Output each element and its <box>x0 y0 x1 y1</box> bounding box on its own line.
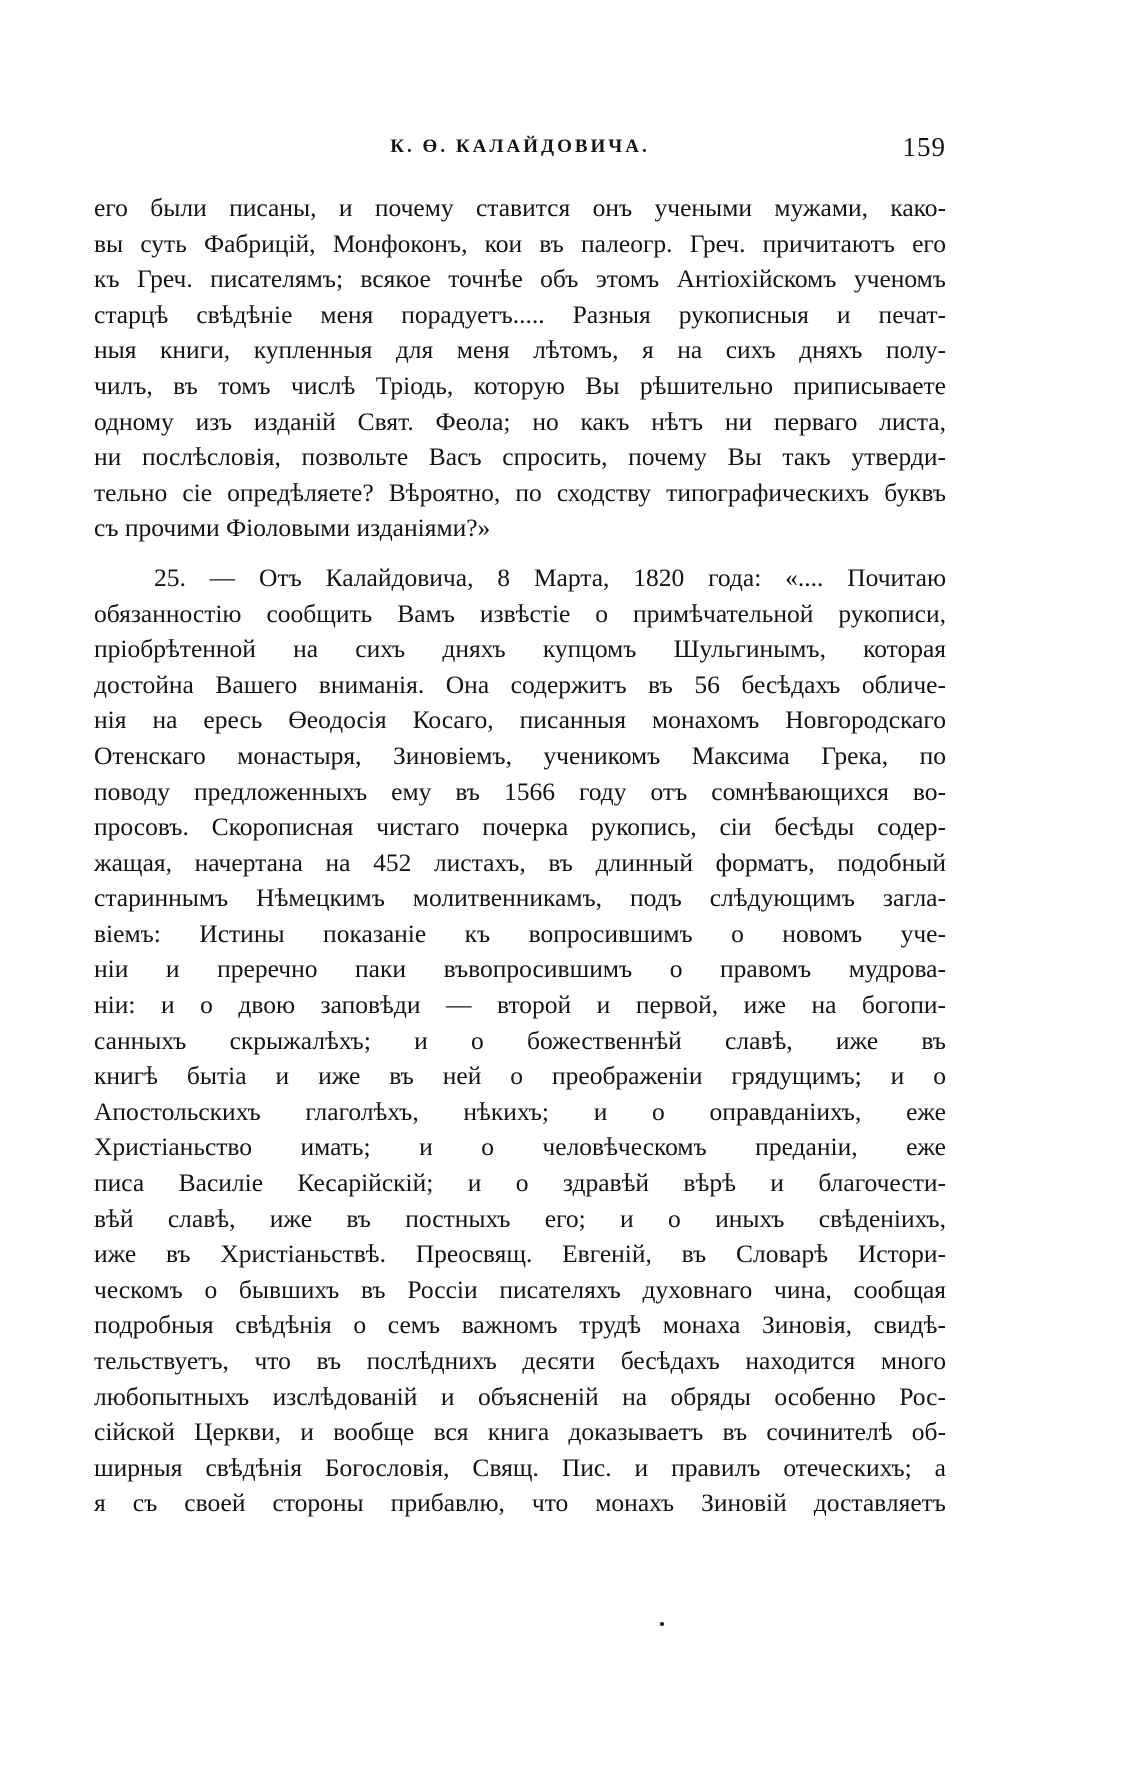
text-line: Христiаньство имать; и о человѣческомъ преданiи, еже <box>94 1132 946 1162</box>
text-line: я съ своей стороны прибавлю, что монахъ Зиновiй доставляетъ <box>94 1488 946 1518</box>
text-line: иже въ Христiаньствѣ. Преосвящ. Евгенiй, въ Словарѣ Истори- <box>94 1239 946 1269</box>
ink-speck <box>660 1622 664 1626</box>
text-line: прiобрѣтенной на сихъ дняхъ купцомъ Шульгинымъ, которая <box>94 634 946 664</box>
text-line: достойна Вашего вниманiя. Она содержитъ въ 56 бесѣдахъ обличе- <box>94 669 946 699</box>
paragraph-gap <box>94 546 946 560</box>
body-text <box>94 190 946 1521</box>
text-line: вы суть Фабрицiй, Монфоконъ, кои въ палеогр. Греч. причитаютъ его <box>94 228 946 258</box>
text-line: нiи и преречно паки въвопросившимъ о правомъ мудрова- <box>94 954 946 984</box>
text-line: съ прочими Фiоловыми изданiями?» <box>94 513 491 543</box>
text-line: книгѣ бытiа и иже въ ней о преображенiи грядущимъ; и о <box>94 1061 946 1091</box>
text-line: чилъ, въ томъ числѣ Трiодь, которую Вы рѣшительно приписываете <box>94 370 946 400</box>
text-line: ширныя свѣдѣнiя Богословiя, Свящ. Пис. и правилъ отеческихъ; а <box>94 1452 946 1482</box>
text-line: просовъ. Скорописная чистаго почерка рукопись, сiи бесѣды содер- <box>94 812 946 842</box>
text-line: вiемъ: Истины показанiе къ вопросившимъ о новомъ уче- <box>94 918 946 948</box>
text-line: тельствуетъ, что въ послѣднихъ десяти бесѣдахъ находится много <box>94 1346 946 1375</box>
text-line: вѣй славѣ, иже въ постныхъ его; и о иныхъ свѣденiихъ, <box>94 1203 946 1233</box>
text-line: ни послѣсловiя, позвольте Васъ спросить, почему Вы такъ утверди- <box>94 442 946 472</box>
text-line: нiя на ересь Өеодосiя Косаго, писанныя монахомъ Новгородскаго <box>94 705 946 735</box>
text-line: жащая, начертана на 452 листахъ, въ длинный форматъ, подобный <box>94 847 946 877</box>
text-line: Апостольскихъ глаголѣхъ, нѣкихъ; и о оправданiихъ, еже <box>94 1096 946 1126</box>
text-line: его были писаны, и почему ставится онъ учеными мужами, како- <box>94 193 946 222</box>
text-line: Отенскаго монастыря, Зиновiемъ, ученикомъ Максима Грека, по <box>94 740 946 770</box>
text-line: одному изъ изданiй Свят. Феола; но какъ нѣтъ ни перваго листа, <box>94 406 946 436</box>
text-line: любопытныхъ изслѣдованiй и объясненiй на обряды особенно Рос- <box>94 1381 946 1411</box>
text-line: подробныя свѣдѣнiя о семъ важномъ трудѣ монаха Зиновiя, свидѣ- <box>94 1310 946 1340</box>
text-line: обязанностiю сообщить Вамъ извѣстiе о примѣчательной рукописи, <box>94 598 946 628</box>
text-line: санныхъ скрыжалѣхъ; и о божественнѣй славѣ, иже въ <box>94 1025 946 1055</box>
text-line: 25. — Отъ Калайдовича, 8 Марта, 1820 года: «.... Почитаю <box>154 562 946 592</box>
text-line: сiйской Церкви, и вообще вся книга доказываетъ въ сочинителѣ об- <box>94 1417 946 1447</box>
text-line: писа Василiе Кесарiйскiй; и о здравѣй вѣрѣ и благочести- <box>94 1168 946 1198</box>
text-line: старцѣ свѣдѣнiе меня порадуетъ..... Разныя рукописныя и печат- <box>94 299 946 329</box>
running-head <box>94 132 946 172</box>
text-line: тельно сiе опредѣляете? Вѣроятно, по сходству типографическихъ буквъ <box>94 477 946 507</box>
paragraph-continuation <box>94 190 946 546</box>
text-line: нiи: и о двою заповѣди — второй и первой, иже на богопи- <box>94 990 946 1020</box>
text-line: поводу предложенныхъ ему въ 1566 году отъ сомнѣвающихся во- <box>94 776 946 806</box>
text-line: къ Греч. писателямъ; всякое точнѣе объ этомъ Антiохiйскомъ ученомъ <box>94 264 946 294</box>
text-line: ческомъ о бывшихъ въ Россiи писателяхъ духовнаго чина, сообщая <box>94 1274 946 1304</box>
running-title: К. Ө. КАЛАЙДОВИЧА. <box>390 136 650 157</box>
text-line: ныя книги, купленныя для меня лѣтомъ, я на сихъ дняхъ полу- <box>94 335 946 365</box>
page-number: 159 <box>902 132 946 162</box>
paragraph-letter-25 <box>94 560 946 1521</box>
text-line: стариннымъ Нѣмецкимъ молитвенникамъ, подъ слѣдующимъ загла- <box>94 883 946 913</box>
